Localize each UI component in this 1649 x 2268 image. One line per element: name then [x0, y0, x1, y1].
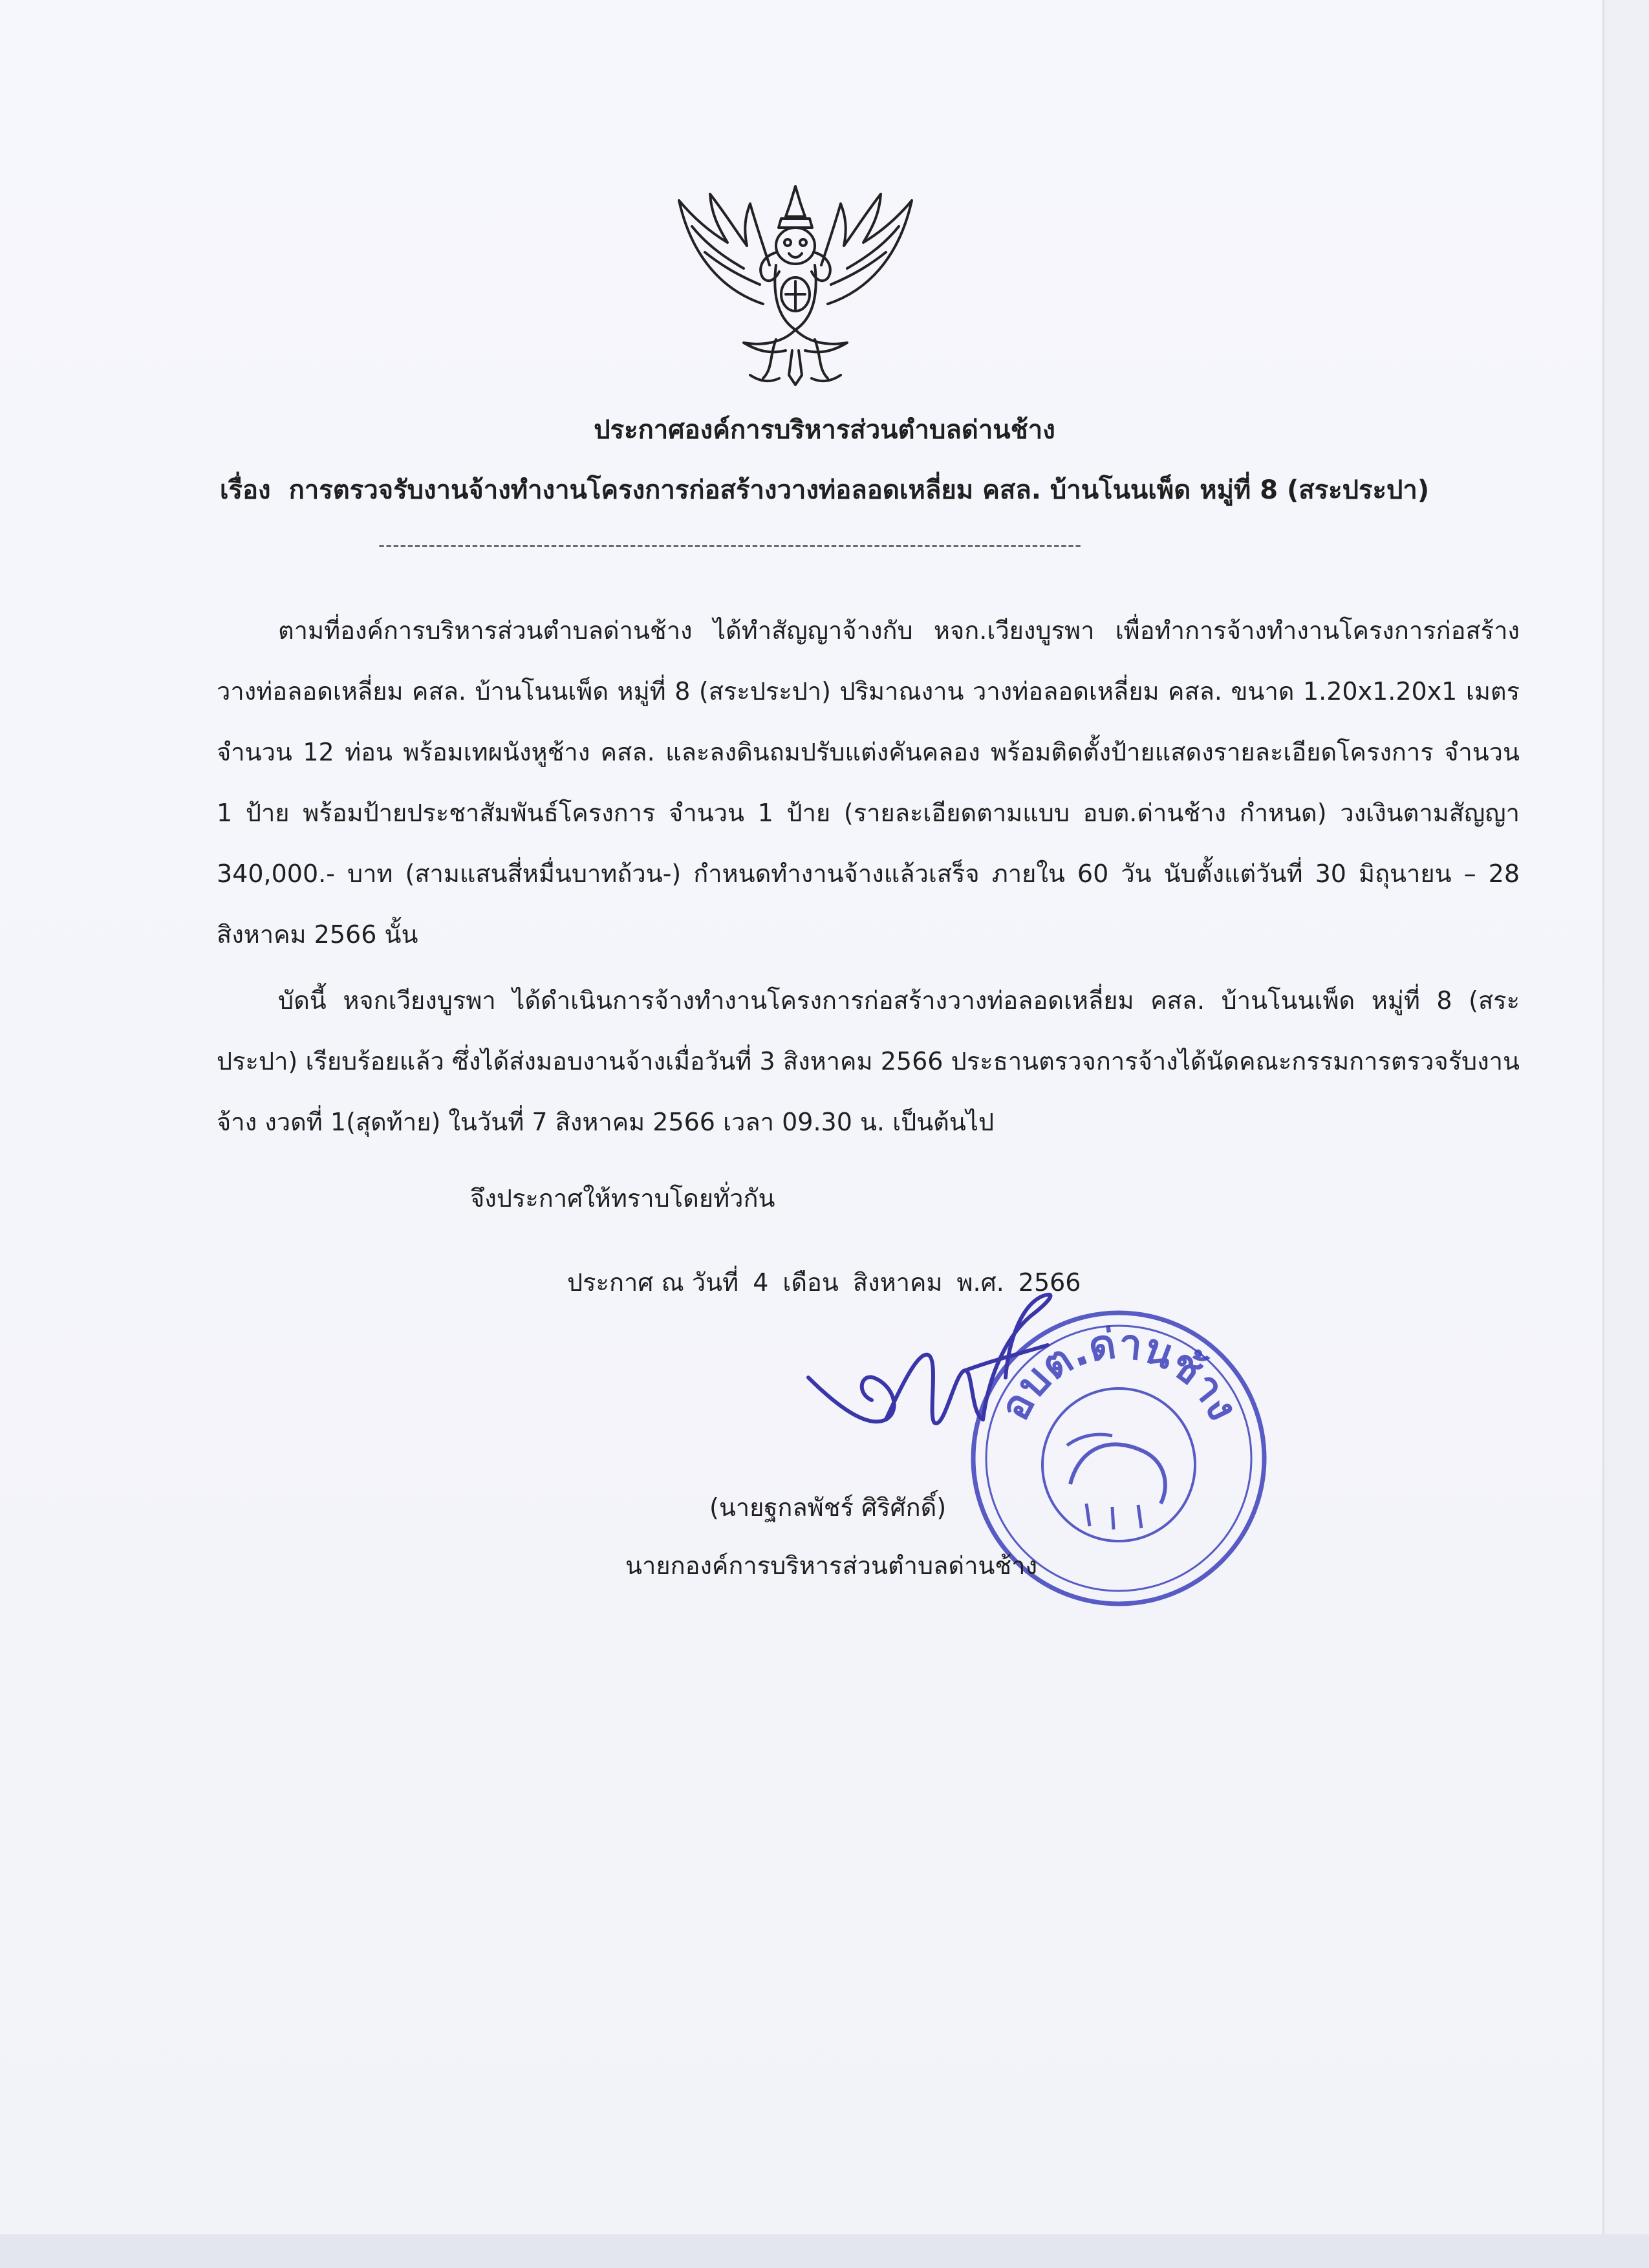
signer-name: (นายฐกลพัชร์ ศิริศักดิ์)	[709, 1493, 947, 1522]
header-divider: --------------------------------------------------------------------------------------------------	[378, 534, 1083, 556]
date-year-label: พ.ศ.	[956, 1268, 1004, 1297]
date-year: 2566	[1018, 1268, 1081, 1297]
date-day: 4	[753, 1268, 769, 1297]
signature-mark	[795, 1280, 1067, 1462]
subject-label: เรื่อง	[219, 475, 271, 505]
date-prefix: ประกาศ ณ วันที่	[567, 1268, 739, 1297]
scan-edge	[0, 2234, 1649, 2268]
document-subject	[0, 469, 1649, 510]
body-paragraph-2: บัดนี้ หจกเวียงบูรพา ได้ดำเนินการจ้างทำงานโครงการก่อสร้างวางท่อลอดเหลี่ยม คสล. บ้านโนนเพ็ด หมู่ที่ 8 (สระประปา) เรียบร้อยแล้ว ซึ่งได้ส่งมอบงานจ้างเมื่อวันที่ 3 สิงหาคม 2566 ประธานตรวจการจ้างได้นัดคณะกรรมการตรวจรับงานจ้าง งวดที่ 1(สุดท้าย) ในวันที่ 7 สิงหาคม 2566 เวลา 09.30 น. เป็นต้นไป	[217, 986, 1520, 1136]
signer-title: นายกองค์การบริหารส่วนตำบลด่านช้าง	[625, 1551, 1038, 1580]
announcement-line: จึงประกาศให้ทราบโดยทั่วกัน	[470, 1184, 775, 1213]
subject-text: การตรวจรับงานจ้างทำงานโครงการก่อสร้างวางท่อลอดเหลี่ยม คสล. บ้านโนนเพ็ด หมู่ที่ 8 (สระประปา)	[288, 475, 1430, 505]
seal-text: อบต.ด่านช้าง	[991, 1320, 1247, 1429]
document-title: ประกาศองค์การบริหารส่วนตำบลด่านช้าง	[594, 415, 1055, 445]
date-month: สิงหาคม	[852, 1268, 943, 1297]
body-paragraph-1: ตามที่องค์การบริหารส่วนตำบลด่านช้าง ได้ทำสัญญาจ้างกับ หจก.เวียงบูรพา เพื่อทำการจ้างทำงานโครงการก่อสร้างวางท่อลอดเหลี่ยม คสล. บ้านโนนเพ็ด หมู่ที่ 8 (สระประปา) ปริมาณงาน วางท่อลอดเหลี่ยม คสล. ขนาด 1.20x1.20x1 เมตร จำนวน 12 ท่อน พร้อมเทผนังหูช้าง คสล. และลงดินถมปรับแต่งคันคลอง พร้อมติดตั้งป้ายแสดงรายละเอียดโครงการ จำนวน 1 ป้าย พร้อมป้ายประชาสัมพันธ์โครงการ จำนวน 1 ป้าย (รายละเอียดตามแบบ อบต.ด่านช้าง กำหนด) วงเงินตามสัญญา 340,000.- บาท (สามแสนสี่หมื่นบาทถ้วน-) กำหนดทำงานจ้างแล้วเสร็จ ภายใน 60 วัน นับตั้งแต่วันที่ 30 มิถุนายน – 28 สิงหาคม 2566 นั้น	[217, 616, 1520, 949]
garuda-emblem-icon	[666, 181, 925, 388]
date-month-label: เดือน	[782, 1268, 839, 1297]
